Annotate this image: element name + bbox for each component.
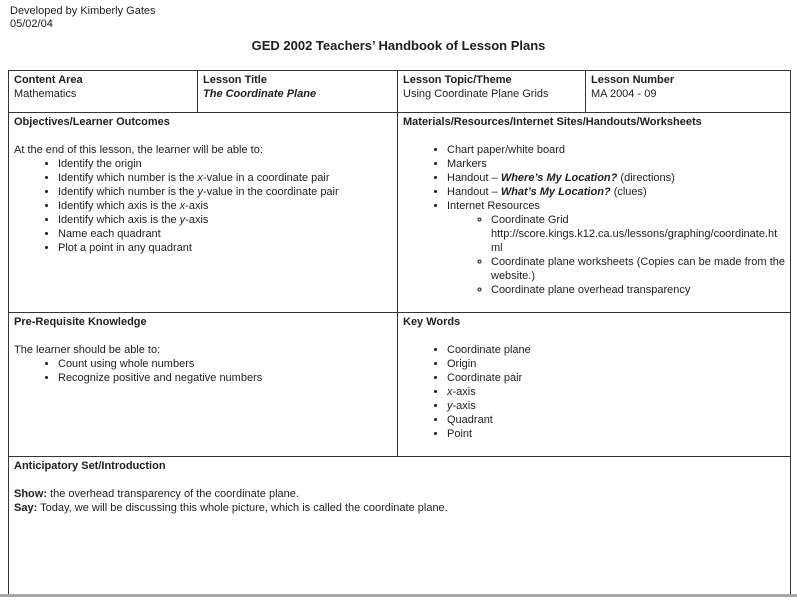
materials-heading: Materials/Resources/Internet Sites/Handouts/Worksheets [403,116,702,128]
text-segment: Using Coordinate Plane Grids [403,88,549,100]
list-item [58,357,392,371]
list-item [58,185,392,199]
text-segment: What’s My Location? [500,186,611,198]
text-segment: Origin [447,358,477,370]
text-segment: Coordinate plane overhead transparency [491,284,691,296]
cell-materials [398,113,791,313]
info-row [9,71,791,113]
objectives-heading: Objectives/Learner Outcomes [14,116,170,128]
cell-anticipatory [9,457,791,596]
cell-keywords [398,313,791,457]
developed-by-text: Developed by Kimberly Gates [10,5,156,17]
list-item [447,171,785,185]
text-segment: The Coordinate Plane [203,88,317,100]
content-area-value [14,87,192,101]
list-item [447,185,785,199]
cell-prerequisite [9,313,398,457]
list-item [58,227,392,241]
anticipatory-heading: Anticipatory Set/Introduction [14,460,166,472]
page-bottom-edge [0,594,797,597]
lesson-topic-value [403,87,580,101]
cell-lesson-title [198,71,398,113]
list-item [491,255,785,283]
text-segment: Quadrant [447,414,493,426]
text-segment: Chart paper/white board [447,144,566,156]
text-segment: Today, we will be discussing this whole picture, which is called the coordinate plane. [37,502,448,514]
cell-content-area [9,71,198,113]
list-item [58,199,392,213]
lesson-title-value [203,87,392,101]
text-segment: Coordinate Grid [491,214,569,226]
text-segment: Where’s My Location? [500,172,618,184]
page-title: GED 2002 Teachers’ Handbook of Lesson Plans [251,38,546,53]
text-segment: Identify which number is the [58,172,198,184]
materials-list [403,143,785,297]
text-segment: -value in the coordinate pair [202,186,339,198]
lesson-title-label: Lesson Title [203,74,267,86]
text-segment: x [197,172,203,184]
text-segment: y [179,214,186,226]
text-segment: http://score.kings.k12.ca.us/lessons/graphing/coordinate.html [491,228,778,254]
list-item [58,157,392,171]
text-segment: -axis [452,386,476,398]
objectives-intro: At the end of this lesson, the learner will be able to: [14,144,263,156]
list-item [58,241,392,255]
text-segment: Handout – [447,172,501,184]
text-segment: Name each quadrant [58,228,161,240]
text-segment: MA 2004 - 09 [591,88,657,100]
objectives-materials-row [9,113,791,313]
text-segment: Recognize positive and negative numbers [58,372,263,384]
text-segment: y [447,400,453,412]
list-item [491,213,785,255]
text-segment: Coordinate plane worksheets (Copies can be made from the website.) [491,256,785,282]
text-segment: x [179,200,186,212]
prerequisite-list [14,357,392,385]
list-item [447,399,785,413]
list-item [447,413,785,427]
list-item [447,199,785,297]
cell-lesson-number [586,71,791,113]
list-item [58,213,392,227]
prerequisite-heading: Pre-Requisite Knowledge [14,316,147,328]
objectives-list [14,157,392,255]
text-segment: Count using whole numbers [58,358,195,370]
list-item [58,171,392,185]
list-item [447,143,785,157]
prerequisite-keywords-row [9,313,791,457]
cell-objectives [9,113,398,313]
text-segment: Handout – [447,186,501,198]
text-segment: Say: [14,502,38,514]
text-segment: -axis [185,200,209,212]
text-segment: Plot a point in any quadrant [58,242,192,254]
list-item [58,371,392,385]
text-segment: Markers [447,158,487,170]
text-segment: Identify the origin [58,158,142,170]
text-segment: y [197,186,203,198]
text-segment: Show: [14,488,47,500]
text-segment: (clues) [610,186,647,198]
text-segment: Coordinate plane [447,344,531,356]
lesson-number-value [591,87,785,101]
text-segment: (directions) [617,172,675,184]
keywords-list [403,343,785,441]
text-segment: Identify which axis is the [58,200,180,212]
text-segment: -value in a coordinate pair [202,172,330,184]
anticipatory-say-line [14,501,785,515]
anticipatory-show-line [14,487,785,501]
lesson-plan-table [8,70,791,596]
list-item [447,385,785,399]
list-item [447,371,785,385]
anticipatory-row [9,457,791,596]
list-item [447,427,785,441]
text-segment: Coordinate pair [447,372,523,384]
text-segment: Identify which axis is the [58,214,180,226]
list-item [491,283,785,297]
text-segment: Internet Resources [447,200,540,212]
text-segment: -axis [452,400,476,412]
list-item [447,157,785,171]
content-area-label: Content Area [14,74,83,86]
text-segment: -axis [185,214,209,226]
lesson-number-label: Lesson Number [591,74,675,86]
prerequisite-intro: The learner should be able to: [14,344,161,356]
date-text: 05/02/04 [10,18,53,30]
document-meta [10,5,156,31]
text-segment: Mathematics [14,88,77,100]
cell-lesson-topic [398,71,586,113]
text-segment: x [447,386,453,398]
keywords-heading: Key Words [403,316,461,328]
list-item [447,357,785,371]
text-segment: Point [447,428,473,440]
lesson-topic-label: Lesson Topic/Theme [403,74,512,86]
list-item [447,343,785,357]
text-segment: the overhead transparency of the coordinate plane. [47,488,299,500]
sub-list [447,213,785,297]
text-segment: Identify which number is the [58,186,198,198]
